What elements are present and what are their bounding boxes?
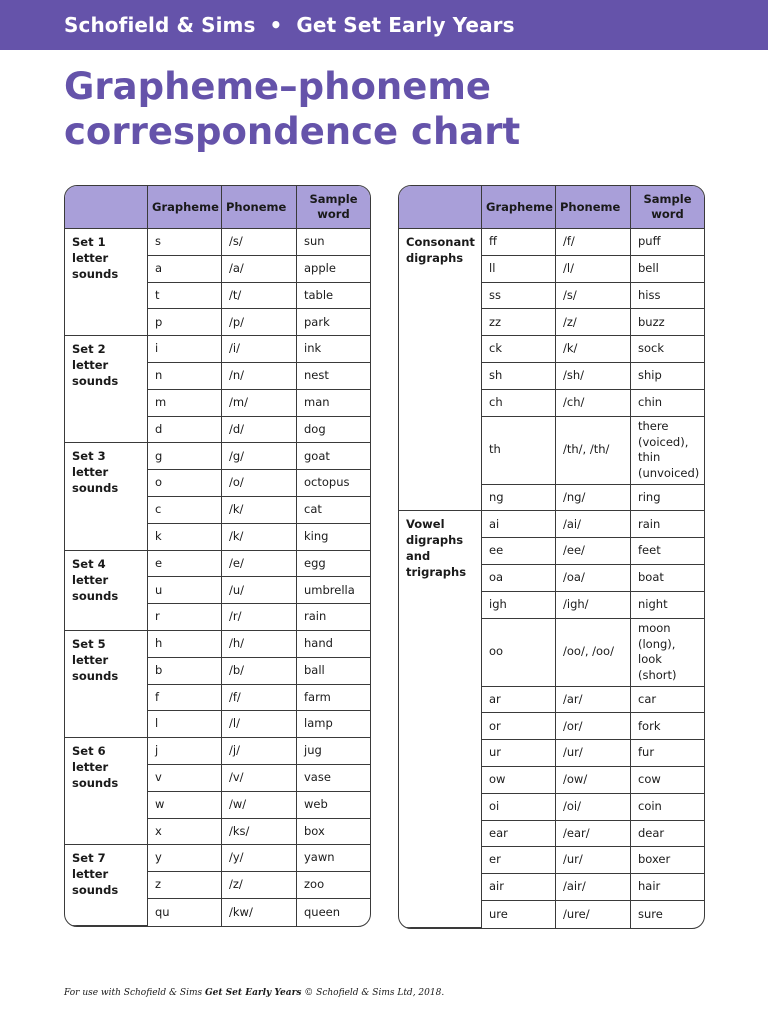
grapheme-cell: ng bbox=[481, 485, 555, 512]
grapheme-cell: x bbox=[147, 819, 221, 846]
sample-word-cell: goat bbox=[296, 443, 370, 470]
sample-word-cell: dog bbox=[296, 417, 370, 444]
grapheme-cell: y bbox=[147, 845, 221, 872]
table-row bbox=[65, 845, 370, 872]
sample-word-column-header: Sample word bbox=[630, 186, 704, 229]
sample-word-cell: hiss bbox=[630, 283, 704, 310]
sample-word-cell: puff bbox=[630, 229, 704, 256]
sample-word-cell: fur bbox=[630, 740, 704, 767]
table-row bbox=[65, 738, 370, 765]
grapheme-cell: ff bbox=[481, 229, 555, 256]
grapheme-cell: ow bbox=[481, 767, 555, 794]
group-label: Set 2 letter sounds bbox=[65, 336, 147, 443]
phoneme-cell: /th/, /th/ bbox=[555, 417, 630, 485]
sample-word-cell: lamp bbox=[296, 711, 370, 738]
group-column-header bbox=[65, 186, 147, 229]
sample-word-cell: egg bbox=[296, 551, 370, 578]
grapheme-column-header: Grapheme bbox=[481, 186, 555, 229]
phoneme-cell: /ch/ bbox=[555, 390, 630, 417]
table-row bbox=[65, 443, 370, 470]
phoneme-cell: /r/ bbox=[221, 604, 296, 631]
phoneme-cell: /m/ bbox=[221, 390, 296, 417]
sample-word-cell: man bbox=[296, 390, 370, 417]
phoneme-cell: /y/ bbox=[221, 845, 296, 872]
phoneme-cell: /k/ bbox=[555, 336, 630, 363]
phoneme-cell: /p/ bbox=[221, 309, 296, 336]
phoneme-cell: /ee/ bbox=[555, 538, 630, 565]
grapheme-cell: u bbox=[147, 577, 221, 604]
grapheme-cell: r bbox=[147, 604, 221, 631]
publisher-name: Schofield & Sims bbox=[64, 13, 256, 37]
phoneme-column-header: Phoneme bbox=[221, 186, 296, 229]
sample-word-cell: car bbox=[630, 687, 704, 714]
phoneme-cell: /a/ bbox=[221, 256, 296, 283]
grapheme-cell: zz bbox=[481, 309, 555, 336]
sample-word-cell: web bbox=[296, 792, 370, 819]
sample-word-cell: boat bbox=[630, 565, 704, 592]
table-row bbox=[65, 229, 370, 256]
phoneme-cell: /z/ bbox=[221, 872, 296, 899]
phoneme-cell: /ng/ bbox=[555, 485, 630, 512]
grapheme-cell: ai bbox=[481, 511, 555, 538]
grapheme-cell: l bbox=[147, 711, 221, 738]
phoneme-cell: /oa/ bbox=[555, 565, 630, 592]
sample-word-cell: rain bbox=[630, 511, 704, 538]
sample-word-cell: night bbox=[630, 592, 704, 619]
sample-word-cell: park bbox=[296, 309, 370, 336]
footer-product: Get Set Early Years bbox=[204, 988, 302, 998]
table-header-row bbox=[399, 186, 704, 229]
grapheme-cell: n bbox=[147, 363, 221, 390]
phoneme-cell: /sh/ bbox=[555, 363, 630, 390]
phoneme-cell: /kw/ bbox=[221, 899, 296, 926]
phoneme-cell: /ur/ bbox=[555, 740, 630, 767]
footer-prefix: For use with Schofield & Sims bbox=[64, 988, 205, 998]
grapheme-cell: z bbox=[147, 872, 221, 899]
grapheme-cell: qu bbox=[147, 899, 221, 926]
grapheme-cell: h bbox=[147, 631, 221, 658]
table-body-left bbox=[65, 229, 370, 926]
grapheme-cell: th bbox=[481, 417, 555, 485]
grapheme-cell: ch bbox=[481, 390, 555, 417]
phoneme-cell: /air/ bbox=[555, 874, 630, 901]
grapheme-cell: j bbox=[147, 738, 221, 765]
sample-word-cell: farm bbox=[296, 685, 370, 712]
page-title bbox=[64, 64, 724, 154]
sample-word-cell: box bbox=[296, 819, 370, 846]
grapheme-cell: sh bbox=[481, 363, 555, 390]
grapheme-cell: ar bbox=[481, 687, 555, 714]
grapheme-cell: oa bbox=[481, 565, 555, 592]
phoneme-cell: /or/ bbox=[555, 713, 630, 740]
series-name: Get Set Early Years bbox=[296, 13, 515, 37]
phoneme-cell: /f/ bbox=[221, 685, 296, 712]
grapheme-cell: ee bbox=[481, 538, 555, 565]
phoneme-cell: /ear/ bbox=[555, 821, 630, 848]
sample-word-cell: moon (long), look (short) bbox=[630, 619, 704, 687]
sample-word-cell: vase bbox=[296, 765, 370, 792]
sample-word-cell: ring bbox=[630, 485, 704, 512]
table-header-row bbox=[65, 186, 370, 229]
title-line-1: Grapheme–phoneme bbox=[64, 65, 491, 108]
phoneme-cell: /f/ bbox=[555, 229, 630, 256]
phoneme-cell: /ai/ bbox=[555, 511, 630, 538]
grapheme-cell: ll bbox=[481, 256, 555, 283]
phoneme-cell: /oi/ bbox=[555, 794, 630, 821]
phoneme-cell: /w/ bbox=[221, 792, 296, 819]
grapheme-cell: oi bbox=[481, 794, 555, 821]
sample-word-cell: nest bbox=[296, 363, 370, 390]
sample-word-cell: fork bbox=[630, 713, 704, 740]
phoneme-cell: /oo/, /oo/ bbox=[555, 619, 630, 687]
grapheme-cell: e bbox=[147, 551, 221, 578]
grapheme-cell: oo bbox=[481, 619, 555, 687]
group-label: Set 4 letter sounds bbox=[65, 551, 147, 631]
grapheme-cell: s bbox=[147, 229, 221, 256]
phoneme-cell: /s/ bbox=[555, 283, 630, 310]
grapheme-cell: i bbox=[147, 336, 221, 363]
phoneme-cell: /g/ bbox=[221, 443, 296, 470]
grapheme-cell: ure bbox=[481, 901, 555, 928]
sample-word-cell: ink bbox=[296, 336, 370, 363]
phoneme-cell: /h/ bbox=[221, 631, 296, 658]
sample-word-cell: boxer bbox=[630, 847, 704, 874]
grapheme-cell: c bbox=[147, 497, 221, 524]
sample-word-column-header: Sample word bbox=[296, 186, 370, 229]
group-label: Set 1 letter sounds bbox=[65, 229, 147, 336]
sample-word-cell: bell bbox=[630, 256, 704, 283]
sample-word-cell: zoo bbox=[296, 872, 370, 899]
phoneme-cell: /k/ bbox=[221, 497, 296, 524]
grapheme-cell: t bbox=[147, 283, 221, 310]
grapheme-cell: v bbox=[147, 765, 221, 792]
grapheme-cell: m bbox=[147, 390, 221, 417]
table-row bbox=[65, 551, 370, 578]
grapheme-cell: or bbox=[481, 713, 555, 740]
phoneme-column-header: Phoneme bbox=[555, 186, 630, 229]
sample-word-cell: umbrella bbox=[296, 577, 370, 604]
gpc-table-left bbox=[64, 185, 371, 927]
sample-word-cell: apple bbox=[296, 256, 370, 283]
grapheme-cell: f bbox=[147, 685, 221, 712]
sample-word-cell: hand bbox=[296, 631, 370, 658]
grapheme-column-header: Grapheme bbox=[147, 186, 221, 229]
sample-word-cell: chin bbox=[630, 390, 704, 417]
grapheme-cell: igh bbox=[481, 592, 555, 619]
grapheme-cell: p bbox=[147, 309, 221, 336]
group-column-header bbox=[399, 186, 481, 229]
group-label: Consonant digraphs bbox=[399, 229, 481, 511]
phoneme-cell: /ks/ bbox=[221, 819, 296, 846]
table-row bbox=[399, 229, 704, 256]
table-row bbox=[65, 631, 370, 658]
title-line-2: correspondence chart bbox=[64, 110, 521, 153]
footer-suffix: © Schofield & Sims Ltd, 2018. bbox=[301, 988, 445, 998]
table-row bbox=[399, 511, 704, 538]
phoneme-cell: /ow/ bbox=[555, 767, 630, 794]
phoneme-cell: /ar/ bbox=[555, 687, 630, 714]
sample-word-cell: table bbox=[296, 283, 370, 310]
header-band bbox=[0, 0, 768, 50]
sample-word-cell: king bbox=[296, 524, 370, 551]
phoneme-cell: /j/ bbox=[221, 738, 296, 765]
header-separator: • bbox=[269, 13, 283, 37]
phoneme-cell: /igh/ bbox=[555, 592, 630, 619]
phoneme-cell: /n/ bbox=[221, 363, 296, 390]
gpc-table-right bbox=[398, 185, 705, 929]
phoneme-cell: /l/ bbox=[221, 711, 296, 738]
sample-word-cell: octopus bbox=[296, 470, 370, 497]
sample-word-cell: dear bbox=[630, 821, 704, 848]
group-label: Set 6 letter sounds bbox=[65, 738, 147, 845]
phoneme-cell: /i/ bbox=[221, 336, 296, 363]
sample-word-cell: hair bbox=[630, 874, 704, 901]
grapheme-cell: ear bbox=[481, 821, 555, 848]
table-body-right bbox=[399, 229, 704, 928]
sample-word-cell: there (voiced), thin (unvoiced) bbox=[630, 417, 704, 485]
phoneme-cell: /ure/ bbox=[555, 901, 630, 928]
phoneme-cell: /u/ bbox=[221, 577, 296, 604]
footer-credit bbox=[64, 988, 444, 998]
phoneme-cell: /o/ bbox=[221, 470, 296, 497]
grapheme-cell: a bbox=[147, 256, 221, 283]
grapheme-cell: g bbox=[147, 443, 221, 470]
phoneme-cell: /ur/ bbox=[555, 847, 630, 874]
sample-word-cell: yawn bbox=[296, 845, 370, 872]
sample-word-cell: jug bbox=[296, 738, 370, 765]
sample-word-cell: sock bbox=[630, 336, 704, 363]
grapheme-cell: d bbox=[147, 417, 221, 444]
sample-word-cell: sun bbox=[296, 229, 370, 256]
sample-word-cell: ball bbox=[296, 658, 370, 685]
sample-word-cell: cow bbox=[630, 767, 704, 794]
sample-word-cell: cat bbox=[296, 497, 370, 524]
group-label: Vowel digraphs and trigraphs bbox=[399, 511, 481, 927]
sample-word-cell: buzz bbox=[630, 309, 704, 336]
grapheme-cell: o bbox=[147, 470, 221, 497]
sample-word-cell: coin bbox=[630, 794, 704, 821]
sample-word-cell: rain bbox=[296, 604, 370, 631]
phoneme-cell: /s/ bbox=[221, 229, 296, 256]
phoneme-cell: /t/ bbox=[221, 283, 296, 310]
phoneme-cell: /b/ bbox=[221, 658, 296, 685]
phoneme-cell: /e/ bbox=[221, 551, 296, 578]
sample-word-cell: sure bbox=[630, 901, 704, 928]
table-row bbox=[65, 336, 370, 363]
group-label: Set 3 letter sounds bbox=[65, 443, 147, 550]
grapheme-cell: ur bbox=[481, 740, 555, 767]
grapheme-cell: w bbox=[147, 792, 221, 819]
sample-word-cell: feet bbox=[630, 538, 704, 565]
phoneme-cell: /l/ bbox=[555, 256, 630, 283]
sample-word-cell: queen bbox=[296, 899, 370, 926]
grapheme-cell: er bbox=[481, 847, 555, 874]
phoneme-cell: /v/ bbox=[221, 765, 296, 792]
phoneme-cell: /z/ bbox=[555, 309, 630, 336]
phoneme-cell: /k/ bbox=[221, 524, 296, 551]
group-label: Set 5 letter sounds bbox=[65, 631, 147, 738]
grapheme-cell: ck bbox=[481, 336, 555, 363]
group-label: Set 7 letter sounds bbox=[65, 845, 147, 925]
grapheme-cell: air bbox=[481, 874, 555, 901]
grapheme-cell: ss bbox=[481, 283, 555, 310]
grapheme-cell: k bbox=[147, 524, 221, 551]
sample-word-cell: ship bbox=[630, 363, 704, 390]
grapheme-cell: b bbox=[147, 658, 221, 685]
phoneme-cell: /d/ bbox=[221, 417, 296, 444]
